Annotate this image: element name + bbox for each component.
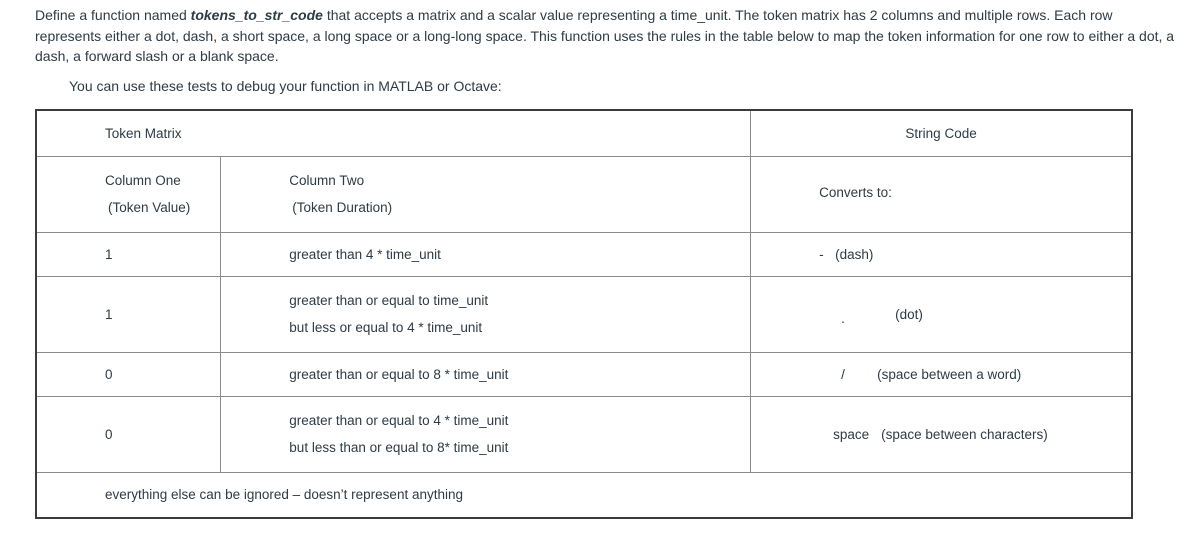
column-one-header <box>36 156 221 232</box>
token-rules-table <box>35 109 1133 519</box>
column-two-title: Column Two <box>289 173 365 188</box>
token-duration-cell <box>221 396 751 472</box>
string-code-cell <box>751 276 1132 352</box>
token-value-cell: 1 <box>36 276 221 352</box>
problem-description <box>35 5 1175 67</box>
duration-line: greater than or equal to 8 * time_unit <box>289 366 509 382</box>
table-row <box>36 396 1132 472</box>
string-code-cell <box>751 352 1132 396</box>
description-lead: Define a function named <box>35 7 191 23</box>
table-row <box>36 352 1132 396</box>
string-code-cell <box>751 232 1132 276</box>
column-one-title: Column One <box>105 173 181 188</box>
function-name: tokens_to_str_code <box>190 7 323 23</box>
column-two-header <box>221 156 751 232</box>
duration-line: greater than or equal to 4 * time_unit <box>289 413 509 428</box>
code-symbol: space <box>833 426 870 442</box>
duration-line: but less than or equal to 8* time_unit <box>289 440 509 455</box>
table-header-row <box>36 110 1132 156</box>
duration-line: greater than or equal to time_unit <box>289 293 489 308</box>
table-footer-row <box>36 472 1132 518</box>
duration-line: but less or equal to 4 * time_unit <box>289 320 483 335</box>
token-value-cell: 0 <box>36 396 221 472</box>
code-meaning: (space between a word) <box>877 366 1022 382</box>
table-row <box>36 232 1132 276</box>
token-duration-cell <box>221 276 751 352</box>
column-two-subtitle: (Token Duration) <box>292 200 393 215</box>
code-symbol: / <box>841 366 845 382</box>
code-symbol: - <box>819 246 824 262</box>
duration-line: greater than 4 * time_unit <box>289 246 441 262</box>
string-code-header: String Code <box>751 110 1132 156</box>
column-one-subtitle: (Token Value) <box>108 200 191 215</box>
token-duration-cell <box>221 352 751 396</box>
table-row <box>36 276 1132 352</box>
token-value-cell: 0 <box>36 352 221 396</box>
code-meaning: (dash) <box>835 246 874 262</box>
code-meaning: (dot) <box>895 306 923 322</box>
token-value-cell: 1 <box>36 232 221 276</box>
table-footer-note: everything else can be ignored – doesn’t represent anything <box>36 472 1132 518</box>
description-body: that accepts a matrix and a scalar value representing a time_unit. The token matrix has 2 columns and multiple rows. Each row represents either a dot, dash, a short space, a long space or a long-long space. This function uses the rules in the table below to map the token information for one row to either a dot, a dash, a forward slash or a blank space. <box>35 7 1175 64</box>
token-matrix-header: Token Matrix <box>36 110 751 156</box>
table-subheader-row <box>36 156 1132 232</box>
string-code-cell <box>751 396 1132 472</box>
converts-to-header: Converts to: <box>751 156 1132 232</box>
code-meaning: (space between characters) <box>881 426 1048 442</box>
token-duration-cell <box>221 232 751 276</box>
tests-intro: You can use these tests to debug your function in MATLAB or Octave: <box>69 78 502 94</box>
code-symbol: . <box>841 310 845 326</box>
